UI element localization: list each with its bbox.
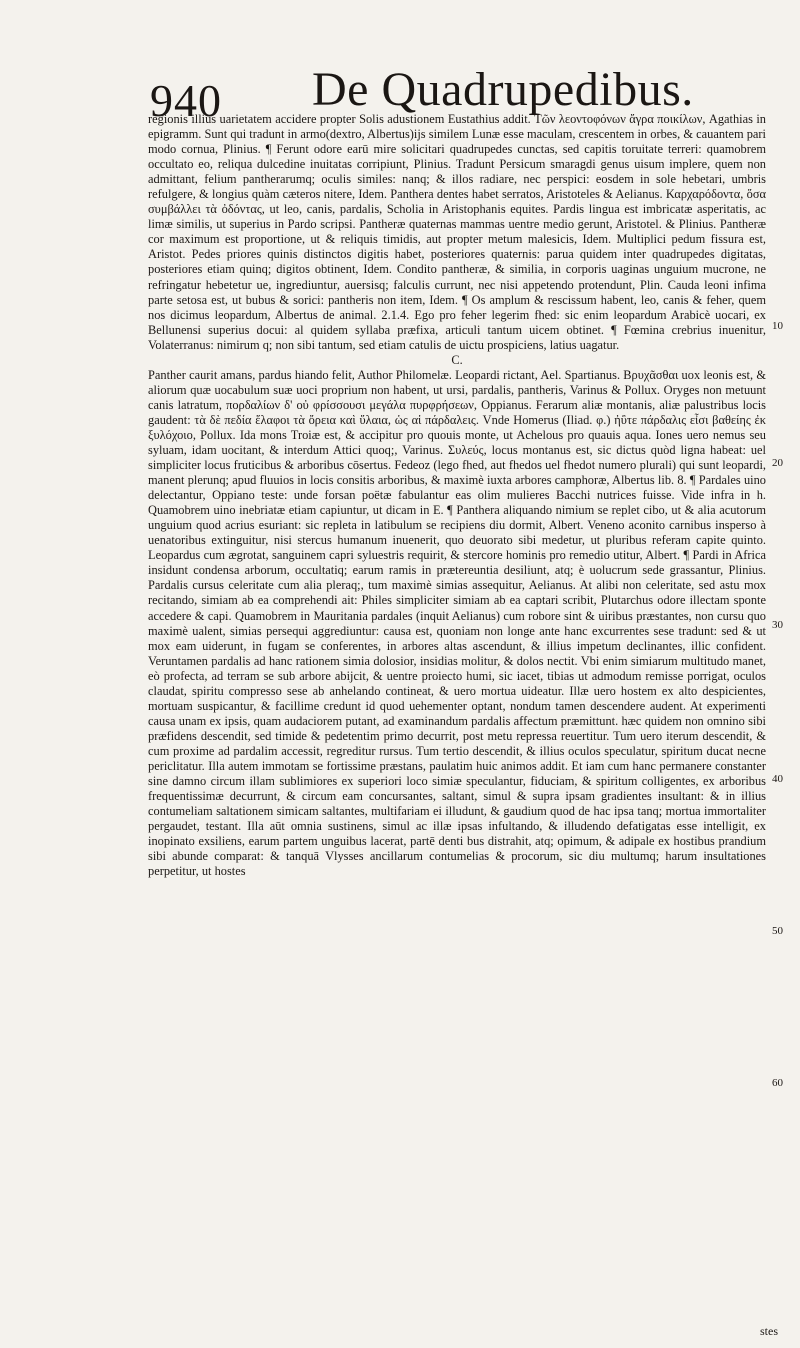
margin-line-number: 30 [772, 619, 783, 631]
margin-line-number: 50 [772, 925, 783, 937]
catchword: stes [760, 1324, 778, 1338]
margin-line-number: 10 [772, 320, 783, 332]
paragraph-b: regionis illius uarietatem accidere propter Solis adustionem Eustathius addit. Τῶν λεοντοφόνων ἄγρα ποικίλων, Agathias in epigramm. Sunt qui tradunt in armo(dextro, Albertus)ijs similem Lunæ esse maculam, crescentem in orbes, & cauantem pari modo cornua, Plinius. ¶ Ferunt odore earū mire solicitari quadrupedes cunctas, sed capitis toruitate terreri: quamobrem occultato eo, reliqua dulcedine inuitatas corripiunt, Plinius. Tradunt Persicum smaragdi genus uisum implere, quem non admittant, felium pantherarumq; oculis similes: nanq; & illos radiare, nec perspici: eosdem in sole hebetari, umbris refulgere, & longius quàm cæteros nitere, Idem. Panthera dentes habet serratos, Aristoteles & Aelianus. Καρχαρόδοντα, ὅσα συμβάλλει τὰ ὀδόντας, ut leo, canis, pardalis, Scholia in Aristophanis equites. Pardis lingua est imbricatæ asperitatis, ac limæ similis, ut superius in Pardo scripsi. Pantheræ quaternas mammas uentre medio gerunt, Aristotel. & Plinius. Pantheræ cor maximum est proportione, ut & reliquis timidis, aut propter metum malesicis, Idem. Multiplici pedum fissura est, Aristot. Pedes priores quinis distinctos digitis habet, posteriores quaternis: parua quidem inter quadrupedes digitatas, posteriores etiam quinq; digitos obtinent, Idem. Condito pantheræ, & similia, in corporis uaginas unguium mucrone, ne refringatur hebetetur ue, ingrediuntur, auersisq; falculis currunt, nec nisi appetendo protendunt, Plin. Cauda leoni infima parte setosa est, ut bubus & sorici: pantheris non item, Idem. ¶ Os amplum & rescissum habent, leo, canis & feher, quem nos dicimus leopardum, Albertus de animal. 2.1.4. Ego pro feher legerim fhed: sic enim leopardum Arabicè uocari, ex Bellunensi superius docui: al quidem syllaba præfixa, articuli tantum uicem obtinet. ¶ Fœmina crebrius inuenitur, Volaterranus: nimirum q; non sibi tantum, sed etiam catulis de uictu prospiciens, latius uagatur. [148, 112, 766, 352]
margin-line-number: 20 [772, 457, 783, 469]
margin-line-number: 60 [772, 1077, 783, 1089]
paragraph-c: Panther caurit amans, pardus hiando felit, Author Philomelæ. Leopardi rictant, Ael. Spartianus. Βρυχᾶσθαι uox leonis est, & aliorum quæ uocabulum suæ uoci proprium non habent, ut ursi, pardalis, pantheris, Varinus & Pollux. Oryges non metuunt canis latratum, πορδαλίων δ' οὐ φρίσσουσι μεγάλα πυρφρήσεων, Oppianus. Ferarum aliæ montanis, aliæ palustribus locis gaudent: τὰ δὲ πεδία ἕλαφοι τὰ ὄρεια καὶ ὕλαια, ὡς αἱ πάρδαλεις. Vnde Homerus (Iliad. φ.) ἠΰτε πάρδαλις εἶσι βαθείης ἐκ ξυλόχοιο, Pollux. Ida mons Troiæ est, & accipitur pro quouis monte, ut Achelous pro quauis aqua. Iones uero nemus seu syluam, idam uocitant, & interdum Attici quoq;, Varinus. Συλεύς, locus montanus est, sic dictus quòd ligna habeat: uel simpliciter locus fruticibus & arboribus cōsertus. Fedeoz (lego fhed, aut fhedos uel fhedot numero plurali) qui sunt leopardi, manent plerunq; apud fluuios in locis consitis arboribus, & maximè iuxta arbores camphoræ, Albertus lib. 8. ¶ Pardales uino delectantur, Oppiano teste: unde forsan poëtæ fabulantur eas olim mulieres Bacchi nutrices fuisse. Vide infra in h. Quamobrem uino inebriatæ etiam capiuntur, ut dicam in E. ¶ Panthera aliquando nimium se replet cibo, ut & alia acutorum unguium quod acrius esuriant: sic repleta in latibulum se recipiens diu dormit, Albert. Veneno aconito carnibus insperso à uenatoribus extinguitur, nisi stercus humanum inuenerit, quo deuorato sibi medetur, ut pluribus referam capite quinto. Leopardus cum ægrotat, sanguinem capri syluestris requirit, & stercore hominis pro remedio utitur, Albert. ¶ Pardi in Africa insidunt condensa arborum, occultatiq; earum ramis in prætereuntia desiliunt, atq; è uolucrum sede grassantur, Plinius. Pardalis cursus celeritate cum alia pleraq;, tum maximè simias assequitur, Aelianus. At alibi non celeritate, sed astu mox recitando, simiam ab ea comprehendi ait: Philes simpliciter simiam ab ea captari scribit, Plutarchus odore illectam sponte accedere & capi. Quamobrem in Mauritania pardales (inquit Aelianus) cum robore sint & uiribus præstantes, non cursu quo maximè ualent, simias persequi aggrediuntur: causa est, quoniam non longe ante hanc excurrentes sese tradunt: sed & ut mox eam uiderunt, in fugam se conferentes, in arbores altas ascendunt, & illius impetum declinantes, illic confident. Veruntamen pardalis ad hanc rationem simia dolosior, insidias molitur, & dolos nectit. Vbi enim simiarum multitudo manet, eò profecta, ad terram se sub arbore abijcit, & uentre proiecto humi, sic iacet, tibias ut admodum remisse porrigat, oculos claudat, spiritu compresso sese ab anhelando contineat, & uero mortua uideatur. Illæ uero hostem ex alto despicientes, mortuam suspicantur, & facillime credunt id quod uehementer optant, nondum tamen descendere audent. At experimenti causa unam ex ipsis, quam audaciorem putant, ad examinandum pardalis affectum præmittunt. hæc quidem non omnino sibi præfidens descendit, sed timide & pedetentim primo decurrit, post metu repressa reuertitur. Tum uero iterum descendit, & cum proxime ad pardalim accessit, regreditur rursus. Tum tertio descendit, & illius oculos speculatur, spiritum ducat necne periclitatur. Illa autem immotam se fortissime præstans, paulatim huic animos addit. Et iam cum hanc permanere constanter sine damno circum illam sublimiores ex superiori loco simiæ speculantur, fiduciam, & spiritum colligentes, ex arboribus frequentissimæ decurrunt, & circum eam concursantes, saltant, simul & supra ipsam gradientes insultant: & in illius contumeliam saltationem simicam saltantes, multifariam ei illudunt, & gaudium quod de hac ipsa tanq; mortua immortaliter pergaudet, testant. Illa aūt omnia sustinens, simul ac illæ ipsas infultando, & illudendo defatigatas esse intelligit, ex inopinato exsiliens, earum partem unguibus lacerat, partē denti bus distrahit, atq; opimum, & adipale ex hostibus prandium sibi abunde comparat: & tanquā Vlysses ancillarum contumelias & procorum, sic diu multumq; harum insultationes perpetitur, ut hostes [148, 367, 766, 879]
running-title: De Quadrupedibus. [312, 63, 694, 116]
margin-line-numbers [772, 112, 800, 1342]
section-letter: C. [451, 352, 463, 367]
page-number: 940 [150, 75, 222, 126]
margin-line-number: 40 [772, 773, 783, 785]
main-text-column [148, 112, 766, 879]
